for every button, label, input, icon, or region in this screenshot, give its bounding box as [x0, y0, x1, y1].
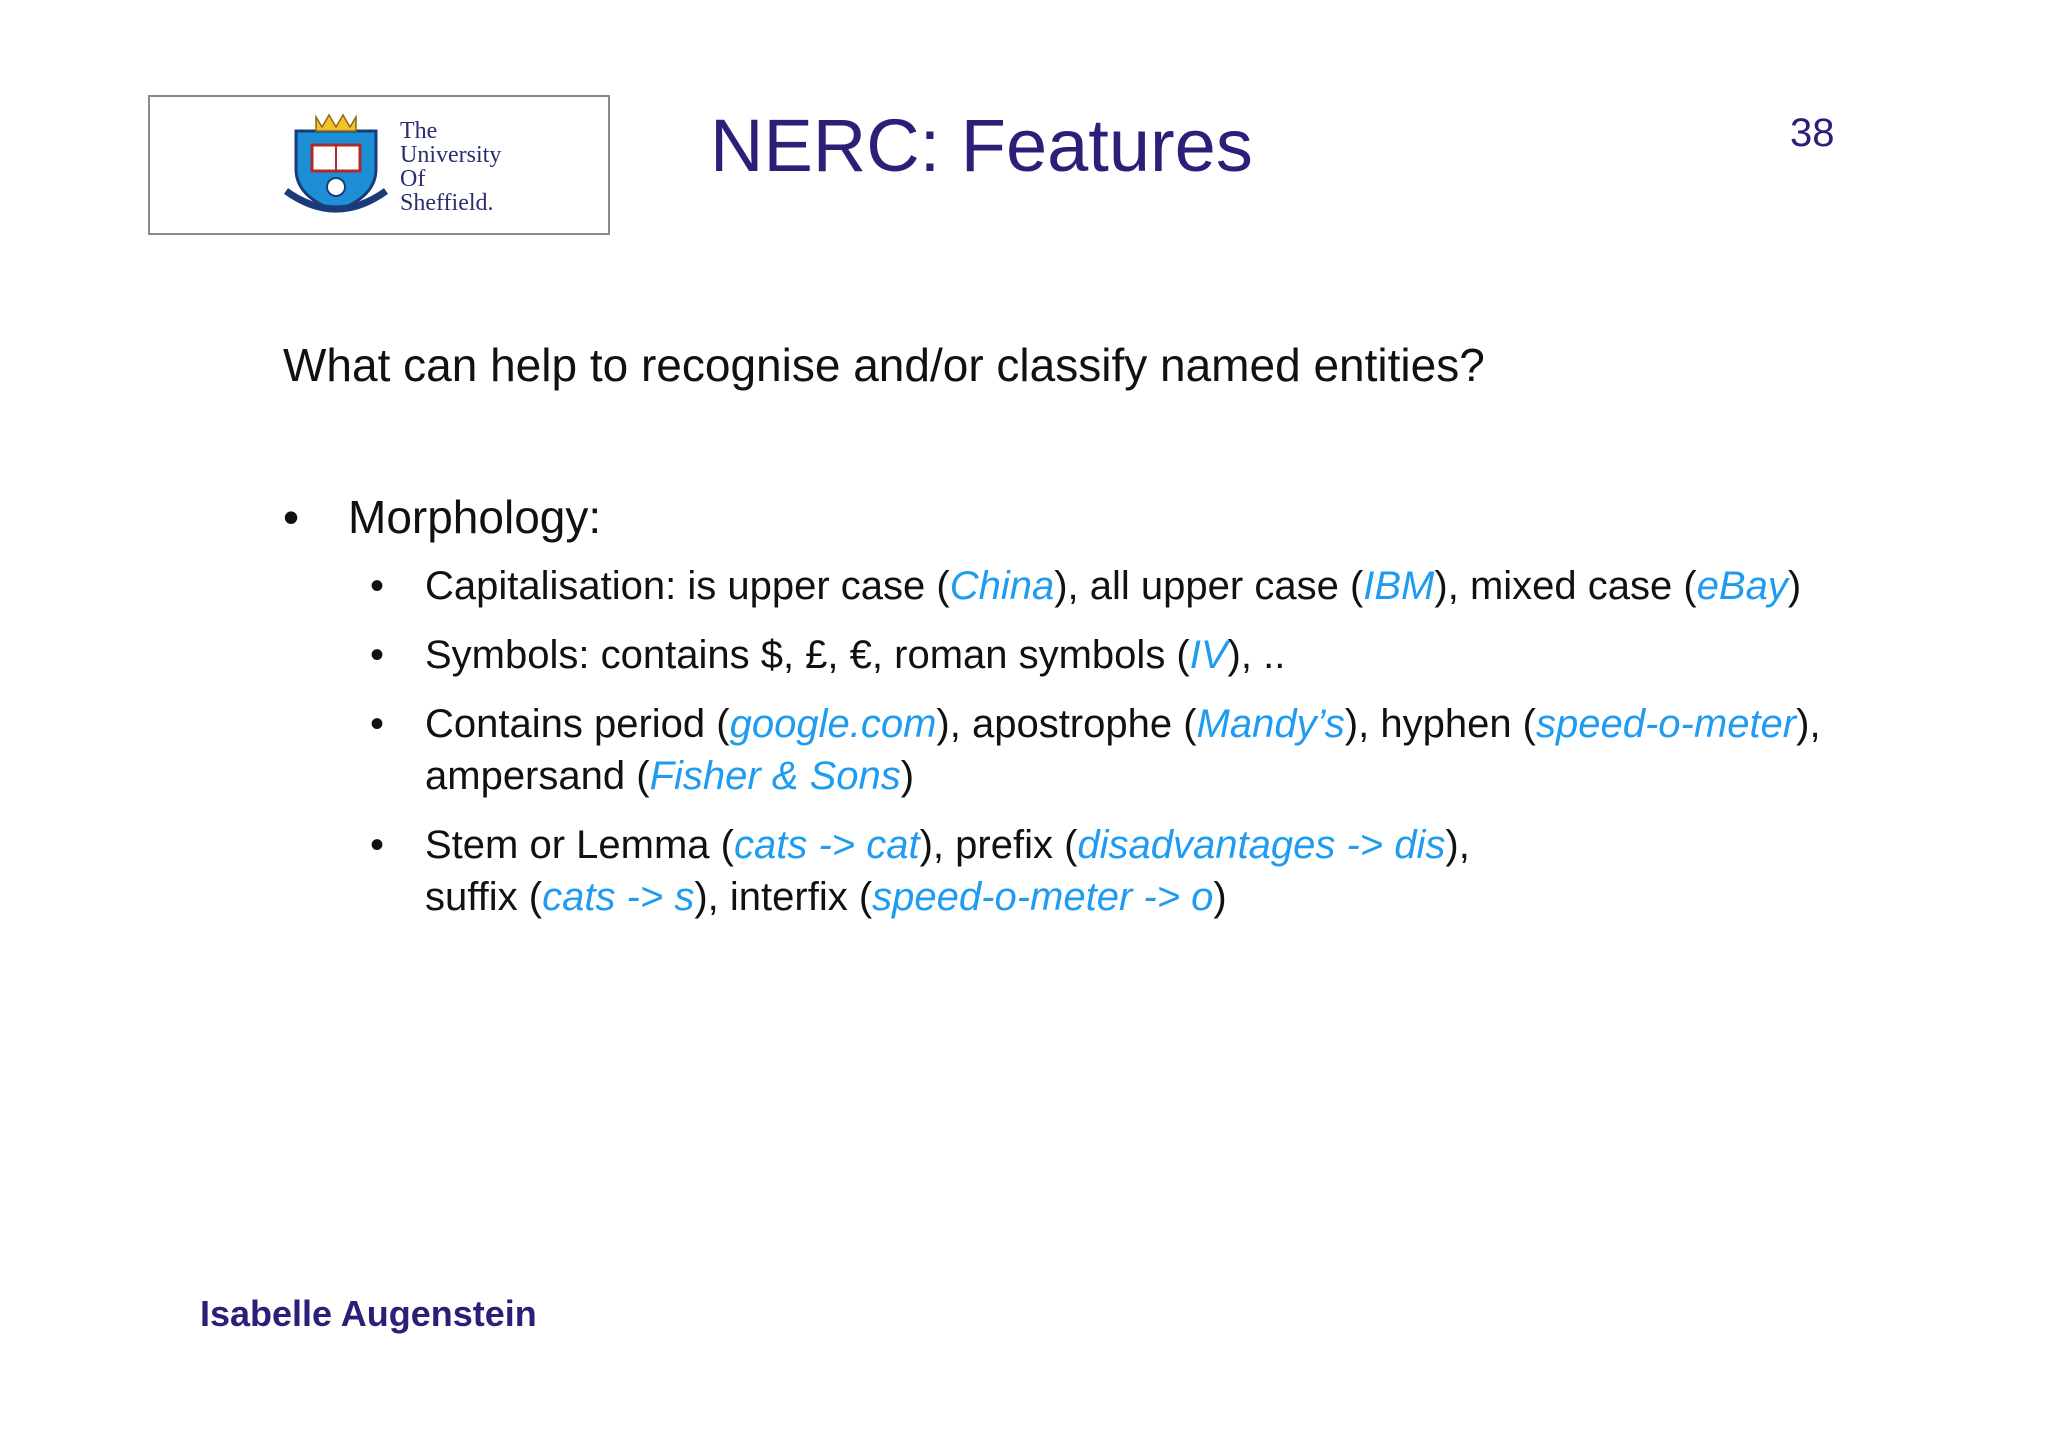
university-logo	[148, 95, 610, 235]
example-text: China	[949, 564, 1055, 608]
example-text: Mandy’s	[1196, 702, 1345, 746]
list-item	[370, 560, 1840, 612]
bullet-icon: •	[370, 823, 385, 867]
logo-line-2: University	[400, 142, 502, 168]
item-text: ), prefix (	[919, 823, 1078, 867]
bullet-morphology	[283, 490, 601, 544]
bullet-icon: •	[370, 633, 385, 677]
example-text: IV	[1189, 633, 1228, 677]
example-text: Fisher & Sons	[649, 754, 901, 798]
crest-icon	[282, 111, 390, 219]
list-item	[370, 629, 1840, 681]
item-text: )	[1213, 875, 1227, 919]
item-text: ), mixed case (	[1434, 564, 1697, 608]
item-text: Capitalisation: is upper case (	[425, 564, 950, 608]
item-text: Stem or Lemma (	[425, 823, 734, 867]
example-text: google.com	[729, 702, 937, 746]
example-text: cats -> cat	[733, 823, 920, 867]
item-text: ), ampersand (	[425, 702, 1821, 798]
bullet-icon: •	[370, 564, 385, 608]
list-item	[370, 819, 1840, 923]
bullet-icon: •	[283, 491, 300, 543]
example-text: speed-o-meter -> o	[872, 875, 1214, 919]
logo-line-1: The	[400, 118, 438, 144]
item-text: Symbols: contains $, £, €, roman symbols (	[425, 633, 1190, 677]
item-text: ),	[1445, 823, 1470, 867]
logo-line-3: Of	[400, 166, 426, 192]
logo-line-4: Sheffield.	[400, 190, 494, 216]
item-text: ), hyphen (	[1344, 702, 1536, 746]
item-text: ), ..	[1227, 633, 1286, 677]
item-text: )	[900, 754, 915, 798]
university-name	[400, 119, 501, 215]
example-text: IBM	[1363, 564, 1435, 608]
slide-number: 38	[1790, 111, 1835, 155]
intro-question: What can help to recognise and/or classify named entities?	[283, 339, 1485, 391]
feature-list	[370, 560, 1840, 940]
bullet-label: Morphology:	[348, 491, 602, 543]
item-text: ), apostrophe (	[936, 702, 1197, 746]
item-text: ), all upper case (	[1054, 564, 1364, 608]
item-text: suffix (	[425, 875, 543, 919]
item-text: Contains period (	[425, 702, 730, 746]
example-text: speed-o-meter	[1536, 702, 1797, 746]
example-text: eBay	[1696, 564, 1788, 608]
example-text: cats -> s	[542, 875, 695, 919]
list-item	[370, 698, 1840, 802]
bullet-icon: •	[370, 702, 385, 746]
item-text: ), interfix (	[694, 875, 873, 919]
author-name: Isabelle Augenstein	[200, 1293, 537, 1334]
example-text: disadvantages -> dis	[1077, 823, 1446, 867]
slide-title: NERC: Features	[710, 104, 1253, 187]
item-text: )	[1787, 564, 1802, 608]
